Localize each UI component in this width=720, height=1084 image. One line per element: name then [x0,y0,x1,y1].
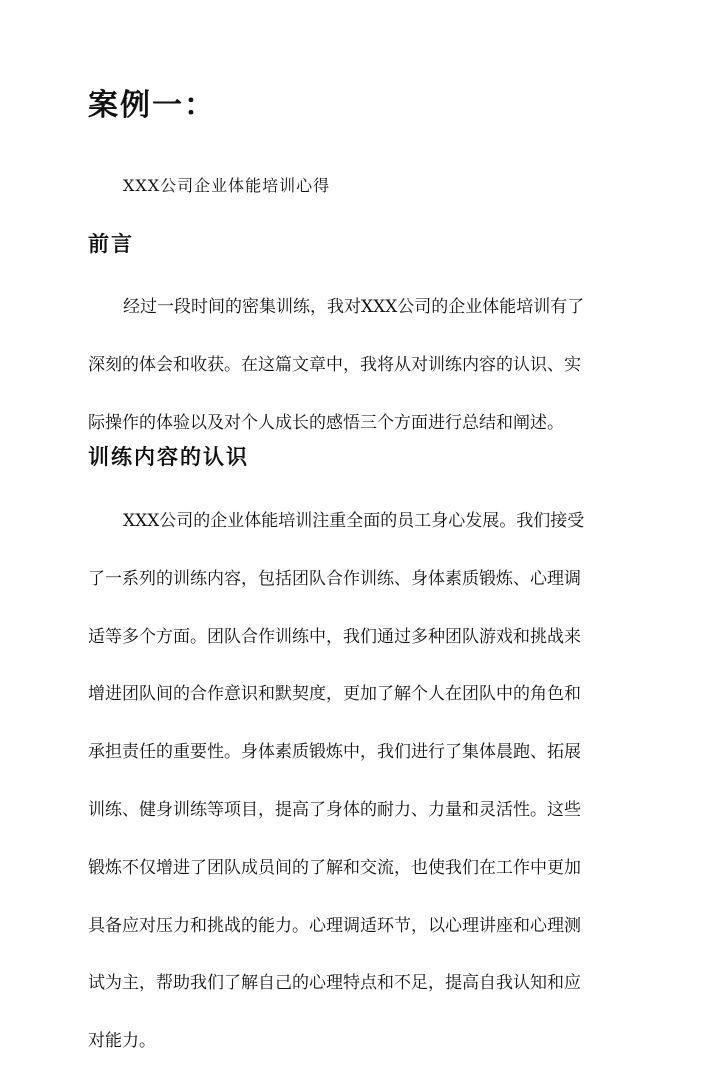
paragraph-line: 经过一段时间的密集训练，我对XXX公司的企业体能培训有了 [123,297,585,317]
paragraph-line: 适等多个方面。团队合作训练中，我们通过多种团队游戏和挑战来 [88,626,581,647]
paragraph-line: 锻炼不仅增进了团队成员间的了解和交流，也使我们在工作中更加 [88,857,581,878]
preface-paragraph [88,292,636,466]
section-heading-preface: 前言 [88,231,134,256]
paragraph-line: 了一系列的训练内容，包括团队合作训练、身体素质锻炼、心理调 [88,568,581,589]
paragraph-line: 试为主，帮助我们了解自己的心理特点和不足，提高自我认知和应 [88,973,581,994]
section-heading-training-content: 训练内容的认识 [88,444,249,469]
paragraph-line: 增进团队间的合作意识和默契度，更加了解个人在团队中的角色和 [88,684,581,705]
case-title: 案例一： [88,88,216,123]
document-subtitle: XXX公司企业体能培训心得 [123,176,331,195]
paragraph-line: 承担责任的重要性。身体素质锻炼中，我们进行了集体晨跑、拓展 [88,742,581,763]
paragraph-line: 对能力。 [88,1031,156,1052]
training-content-paragraph [88,506,636,1084]
paragraph-line: XXX公司的企业体能培训注重全面的员工身心发展。我们接受 [123,511,585,531]
paragraph-line: 训练、健身训练等项目，提高了身体的耐力、力量和灵活性。这些 [88,799,581,820]
paragraph-line: 际操作的体验以及对个人成长的感悟三个方面进行总结和阐述。 [88,413,564,433]
paragraph-line: 深刻的体会和收获。在这篇文章中，我将从对训练内容的认识、实 [88,355,581,375]
paragraph-line: 具备应对压力和挑战的能力。心理调适环节，以心理讲座和心理测 [88,915,581,936]
